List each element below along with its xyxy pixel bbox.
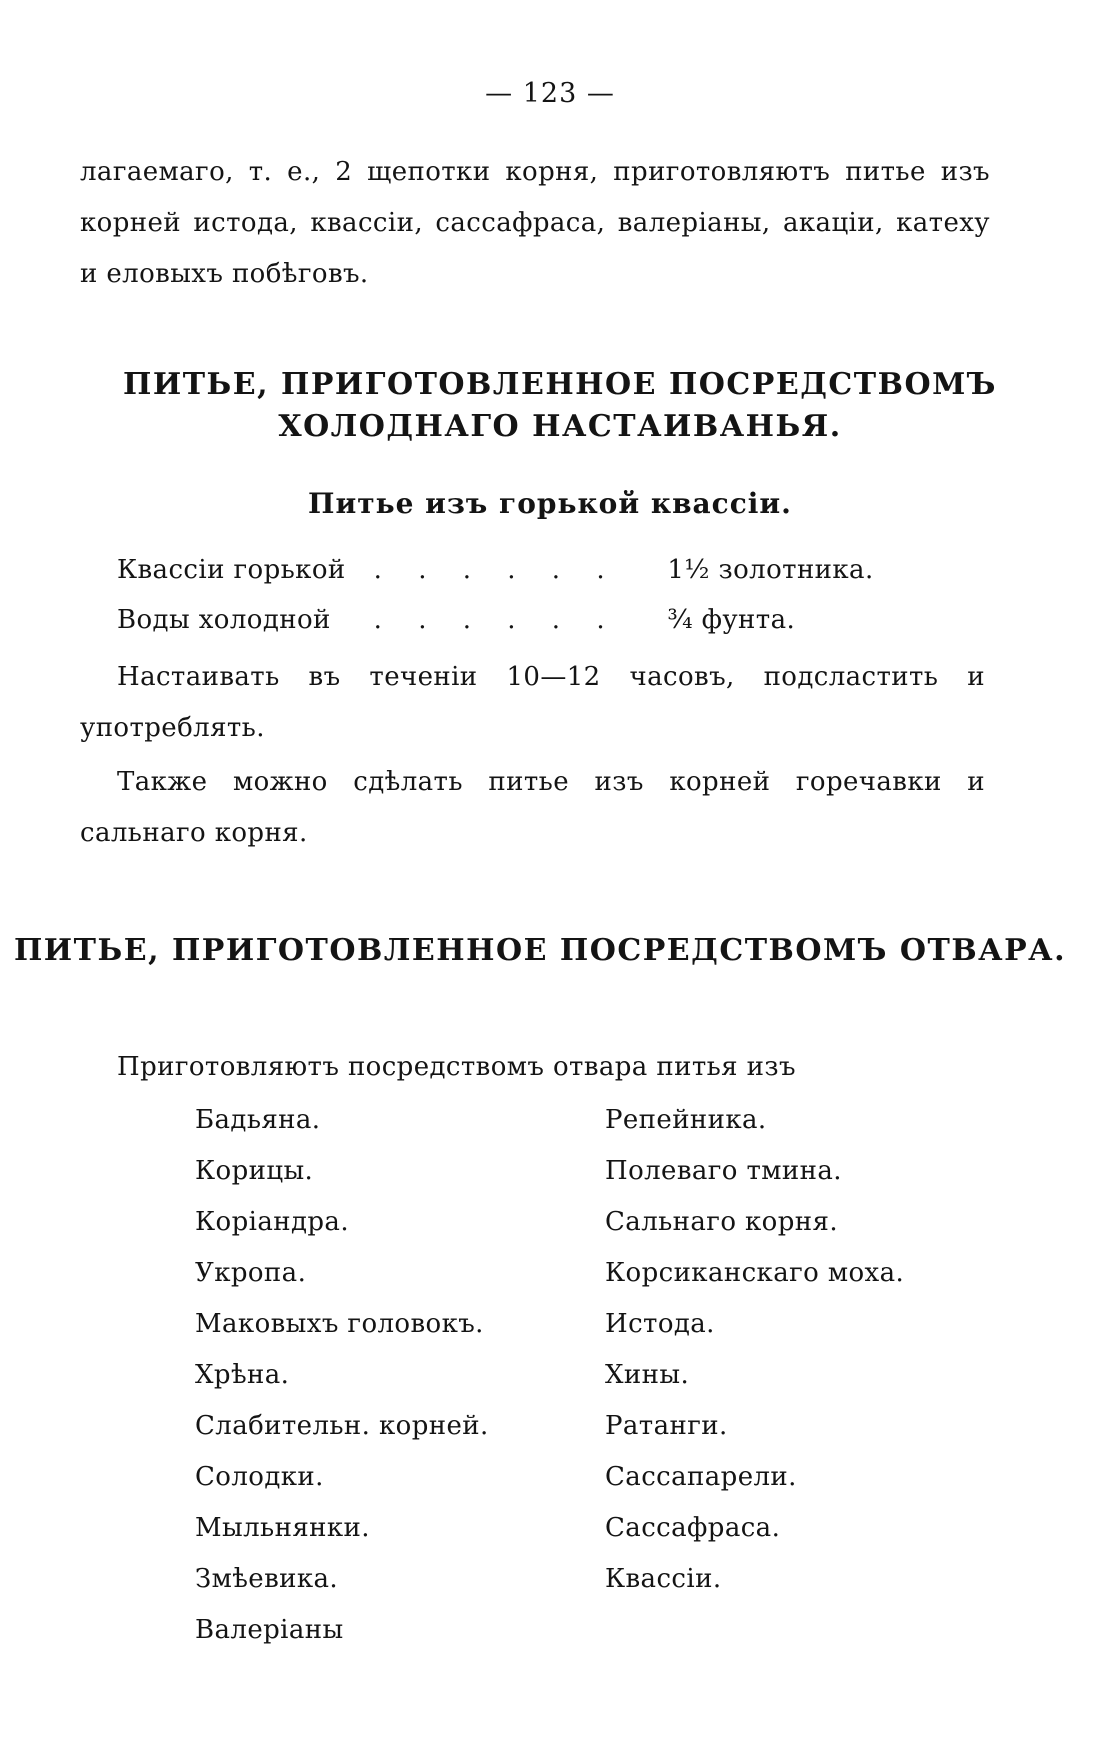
note-paragraph: Также можно сдѣлать питье изъ корней горечавки и сальнаго корня. <box>80 767 985 848</box>
ingredient-list-right <box>605 1095 904 1605</box>
list-item: Бадьяна. <box>195 1105 321 1135</box>
recipe-ingredient-row <box>117 555 874 585</box>
ingredient-name: Воды холодной <box>117 605 331 635</box>
recipe-ingredient-row <box>117 605 795 635</box>
section-heading-cold-infusion: ПИТЬЕ, ПРИГОТОВЛЕННОЕ ПОСРЕДСТВОМЪ ХОЛОДНАГО НАСТАИВАНЬЯ. <box>123 367 997 444</box>
decoction-intro: Приготовляютъ посредствомъ отвара питья изъ <box>117 1052 796 1082</box>
intro-paragraph: лагаемаго, т. е., 2 щепотки корня, приготовляютъ питье изъ корней истода, квассіи, сассафраса, валеріаны, акаціи, катеху и еловыхъ побѣговъ. <box>80 157 990 289</box>
list-item: Корсиканскаго моха. <box>605 1258 905 1288</box>
list-item: Репейника. <box>605 1105 767 1135</box>
list-item: Змѣевика. <box>195 1564 339 1594</box>
list-item: Валеріаны <box>195 1615 344 1645</box>
section-heading-decoction: ПИТЬЕ, ПРИГОТОВЛЕННОЕ ПОСРЕДСТВОМЪ ОТВАРА. <box>13 933 1067 968</box>
list-item: Коріандра. <box>195 1207 349 1237</box>
ingredient-list-left <box>195 1095 489 1656</box>
list-item: Маковыхъ головокъ. <box>195 1309 484 1339</box>
list-item: Корицы. <box>195 1156 314 1186</box>
list-item: Ратанги. <box>605 1411 728 1441</box>
list-item: Сассапарели. <box>605 1462 797 1492</box>
list-item: Истода. <box>605 1309 715 1339</box>
list-item: Сальнаго корня. <box>605 1207 838 1237</box>
list-item: Квассіи. <box>605 1564 722 1594</box>
list-item: Сассафраса. <box>605 1513 781 1543</box>
leader-dots: . . . . . . <box>373 605 619 635</box>
list-item: Полеваго тмина. <box>605 1156 842 1186</box>
list-item: Солодки. <box>195 1462 324 1492</box>
page-number: — 123 — <box>485 78 615 109</box>
list-item: Хрѣна. <box>195 1360 290 1390</box>
ingredient-name: Квассіи горькой <box>117 555 346 585</box>
ingredient-amount: ¾ фунта. <box>667 605 796 635</box>
list-item: Слабительн. корней. <box>195 1411 489 1441</box>
leader-dots: . . . . . . <box>373 555 619 585</box>
list-item: Укропа. <box>195 1258 307 1288</box>
recipe-subheading: Питье изъ горькой квассіи. <box>308 487 792 520</box>
list-item: Мыльнянки. <box>195 1513 370 1543</box>
ingredient-amount: 1½ золотника. <box>667 555 874 585</box>
list-item: Хины. <box>605 1360 690 1390</box>
instructions-paragraph: Настаивать въ теченіи 10—12 часовъ, подсластить и употреблять. <box>80 662 985 743</box>
